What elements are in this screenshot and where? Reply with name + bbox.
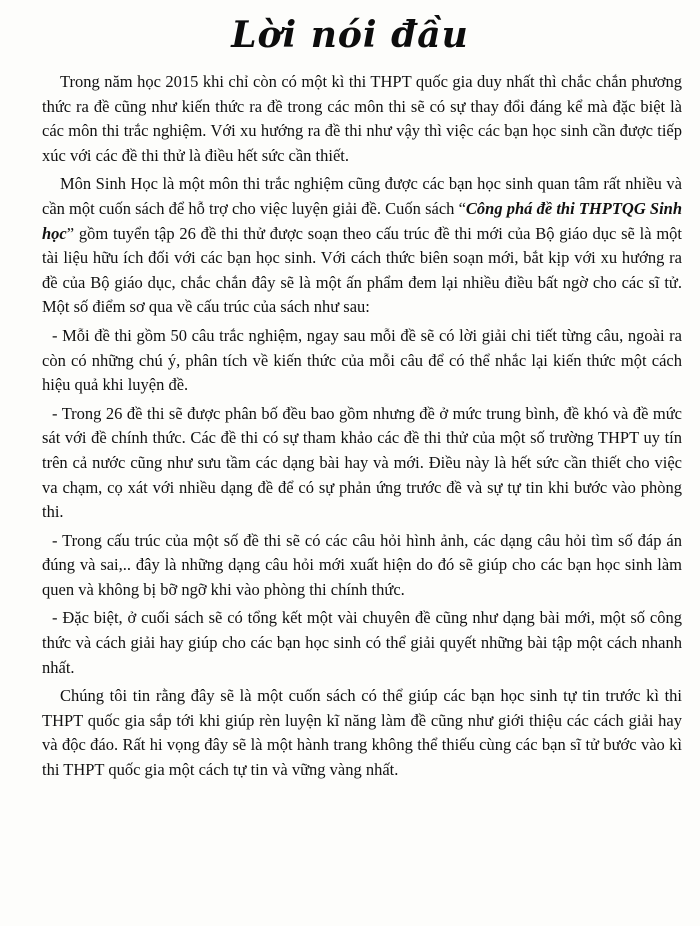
closing-paragraph: Chúng tôi tin rằng đây sẽ là một cuốn sách có thể giúp các bạn học sinh tự tin trước kì thi THPT quốc gia sắp tới khi giúp rèn luyện kĩ năng làm đề cũng như giới thiệu các cách giải hay và độc đáo. Rất hi vọng đây sẽ là một hành trang không thể thiếu cùng các bạn sĩ tử bước vào kì thi THPT quốc gia một cách tự tin và vững vàng nhất. (42, 686, 682, 780)
list-item: - Trong 26 đề thi sẽ được phân bố đều bao gồm nhưng đề ở mức trung bình, đề khó và đề mức sát với đề chính thức. Các đề thi có sự tham khảo các đề thi thử của một số trường THPT uy tín trên cả nước cũng như sưu tầm các dạng bài hay và mới. Điều này là hết sức cần thiết cho việc va chạm, cọ xát với nhiều dạng đề để có sự phản ứng trước đề và sự tự tin khi bước vào phòng thi. (42, 403, 682, 522)
book-title: Công phá đề thi THPTQG Sinh học (42, 198, 683, 243)
list-item: - Trong cấu trúc của một số đề thi sẽ có các câu hỏi hình ảnh, các dạng câu hỏi tìm số đáp án đúng và sai,.. đây là những dạng câu hỏi mới xuất hiện do đó sẽ giúp cho các bạn học sinh làm quen và không bị bỡ ngỡ khi vào phòng thi chính thức. (42, 530, 682, 599)
page-title: Lời nói đầu (231, 14, 469, 56)
list-item: - Mỗi đề thi gồm 50 câu trắc nghiệm, ngay sau mỗi đề sẽ có lời giải chi tiết từng câu, ngoài ra còn có những chú ý, phân tích về kiến thức của mỗi câu để có thể nhắc lại kiến thức một cách hiệu quả khi luyện đề. (42, 325, 682, 395)
subject-paragraph-start: Môn Sinh Học là một môn thi trắc nghiệm cũng được các bạn học sinh quan tâm rất nhiều và cần một cuốn sách để hỗ trợ cho việc luyện giải đề. Cuốn sách “ (42, 174, 682, 218)
subject-paragraph (42, 172, 682, 320)
document-body (42, 70, 682, 787)
subject-paragraph-end: ” gồm tuyển tập 26 đề thi thử được soạn theo cấu trúc đề thi mới của Bộ giáo dục sẽ là một tài liệu hữu ích đối với các bạn học sinh. Với cách thức biên soạn mới, bắt kịp với xu hướng ra đề của Bộ giáo dục, chắc chắn đây sẽ là một ấn phẩm đem lại nhiều điều bất ngờ cho các sĩ tử. Một số điểm sơ qua về cấu trúc của sách như sau: (42, 223, 682, 317)
intro-paragraph: Trong năm học 2015 khi chỉ còn có một kì thi THPT quốc gia duy nhất thì chắc chắn phương thức ra đề cũng như kiến thức ra đề trong các môn thi sẽ có sự thay đổi đáng kể mà đặc biệt là các môn thi trắc nghiệm. Với xu hướng ra đề thi như vậy thì việc các bạn học sinh cần được tiếp xúc với các đề thi thử là điều hết sức cần thiết. (42, 72, 682, 165)
list-item: - Đặc biệt, ở cuối sách sẽ có tổng kết một vài chuyên đề cũng như dạng bài mới, một số công thức và cách giải hay giúp cho các bạn học sinh có thể giải quyết những bài tập một cách nhanh nhất. (42, 608, 682, 677)
